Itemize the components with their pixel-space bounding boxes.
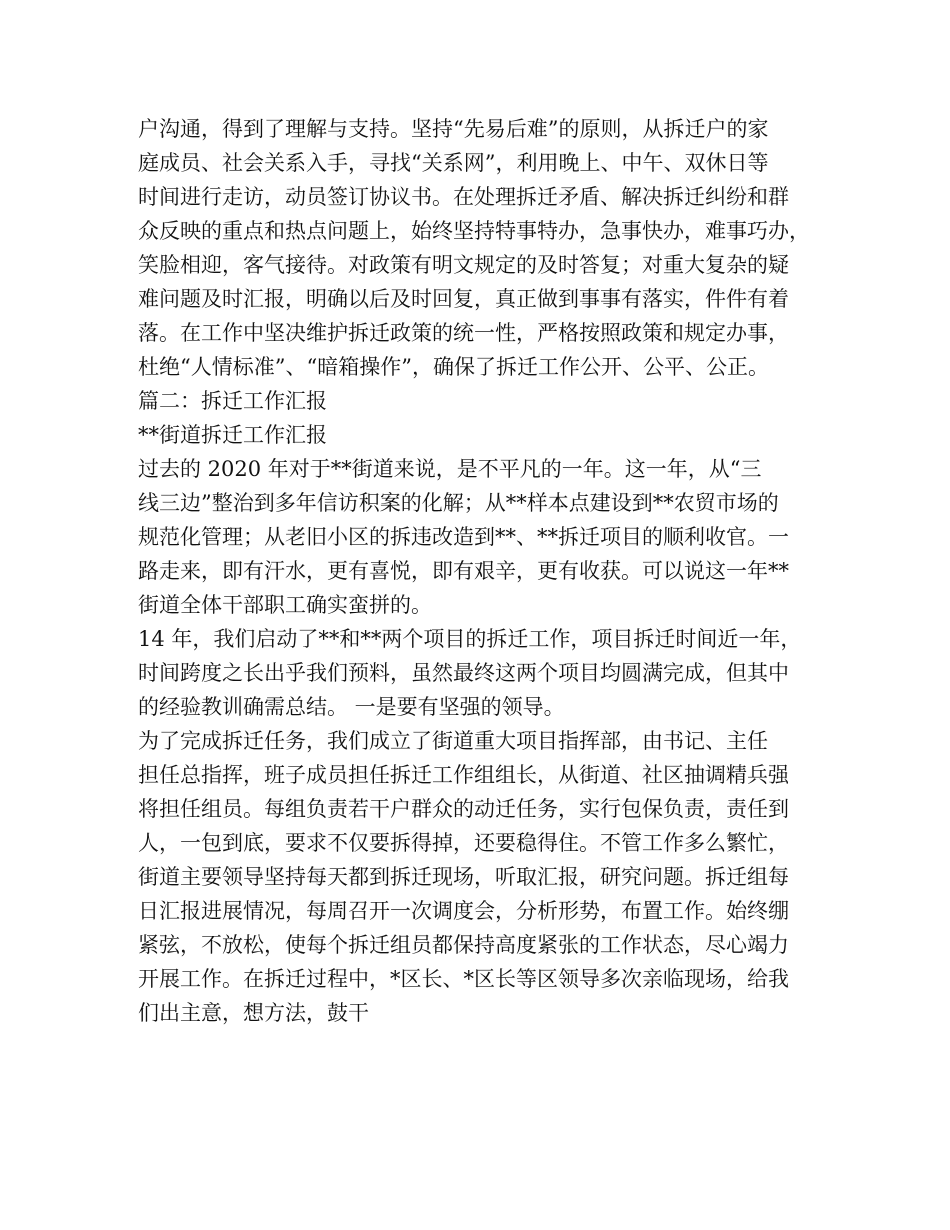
text-line: 将担任组员。每组负责若干户群众的动迁任务，实行包保负责，责任到 bbox=[138, 797, 789, 821]
text-line: 时间进行走访，动员签订协议书。在处理拆迁矛盾、解决拆迁纠纷和群 bbox=[138, 185, 789, 209]
text-line: 户沟通，得到了理解与支持。坚持“先易后难”的原则，从拆迁户的家 bbox=[138, 117, 769, 141]
text-line: 过去的 2020 年对于**街道来说，是不平凡的一年。这一年，从“三 bbox=[138, 457, 762, 481]
text-line: 笑脸相迎，客气接待。对政策有明文规定的及时答复；对重大复杂的疑 bbox=[138, 253, 789, 277]
text-line: 街道全体干部职工确实蛮拼的。 bbox=[138, 593, 432, 617]
text-line: 的经验教训确需总结。 一是要有坚强的领导。 bbox=[138, 695, 565, 719]
text-line: 难问题及时汇报，明确以后及时回复，真正做到事事有落实，件件有着 bbox=[138, 287, 789, 311]
section-heading: 篇二：拆迁工作汇报 bbox=[138, 389, 327, 413]
text-line: 落。在工作中坚决维护拆迁政策的统一性，严格按照政策和规定办事， bbox=[138, 321, 789, 345]
report-title: **街道拆迁工作汇报 bbox=[138, 423, 327, 447]
text-line: 众反映的重点和热点问题上，始终坚持特事特办，急事快办，难事巧办， bbox=[138, 219, 810, 243]
text-line: 路走来，即有汗水，更有喜悦，即有艰辛，更有收获。可以说这一年** bbox=[138, 559, 789, 583]
text-line: 街道主要领导坚持每天都到拆迁现场，听取汇报，研究问题。拆迁组每 bbox=[138, 865, 789, 889]
text-line: 担任总指挥，班子成员担任拆迁工作组组长，从街道、社区抽调精兵强 bbox=[138, 763, 789, 787]
text-line: 开展工作。在拆迁过程中，*区长、*区长等区领导多次亲临现场，给我 bbox=[138, 967, 789, 991]
text-line: 日汇报进展情况，每周召开一次调度会，分析形势，布置工作。始终绷 bbox=[138, 899, 789, 923]
text-line: 们出主意，想方法，鼓干 bbox=[138, 1001, 369, 1025]
text-line: 为了完成拆迁任务，我们成立了街道重大项目指挥部，由书记、主任 bbox=[138, 729, 768, 753]
text-line: 线三边”整治到多年信访积案的化解；从**样本点建设到**农贸市场的 bbox=[138, 491, 779, 515]
text-line: 人，一包到底，要求不仅要拆得掉，还要稳得住。不管工作多么繁忙， bbox=[138, 831, 789, 855]
text-line: 14 年，我们启动了**和**两个项目的拆迁工作，项目拆迁时间近一年， bbox=[138, 627, 802, 651]
text-line: 时间跨度之长出乎我们预料，虽然最终这两个项目均圆满完成，但其中 bbox=[138, 661, 789, 685]
text-line: 庭成员、社会关系入手，寻找“关系网”，利用晚上、中午、双休日等 bbox=[138, 151, 769, 175]
text-line: 杜绝“人情标准”、“暗箱操作”，确保了拆迁工作公开、公平、公正。 bbox=[138, 355, 769, 379]
text-line: 规范化管理；从老旧小区的拆违改造到**、**拆迁项目的顺利收官。一 bbox=[138, 525, 789, 549]
text-line: 紧弦，不放松，使每个拆迁组员都保持高度紧张的工作状态，尽心竭力 bbox=[138, 933, 789, 957]
